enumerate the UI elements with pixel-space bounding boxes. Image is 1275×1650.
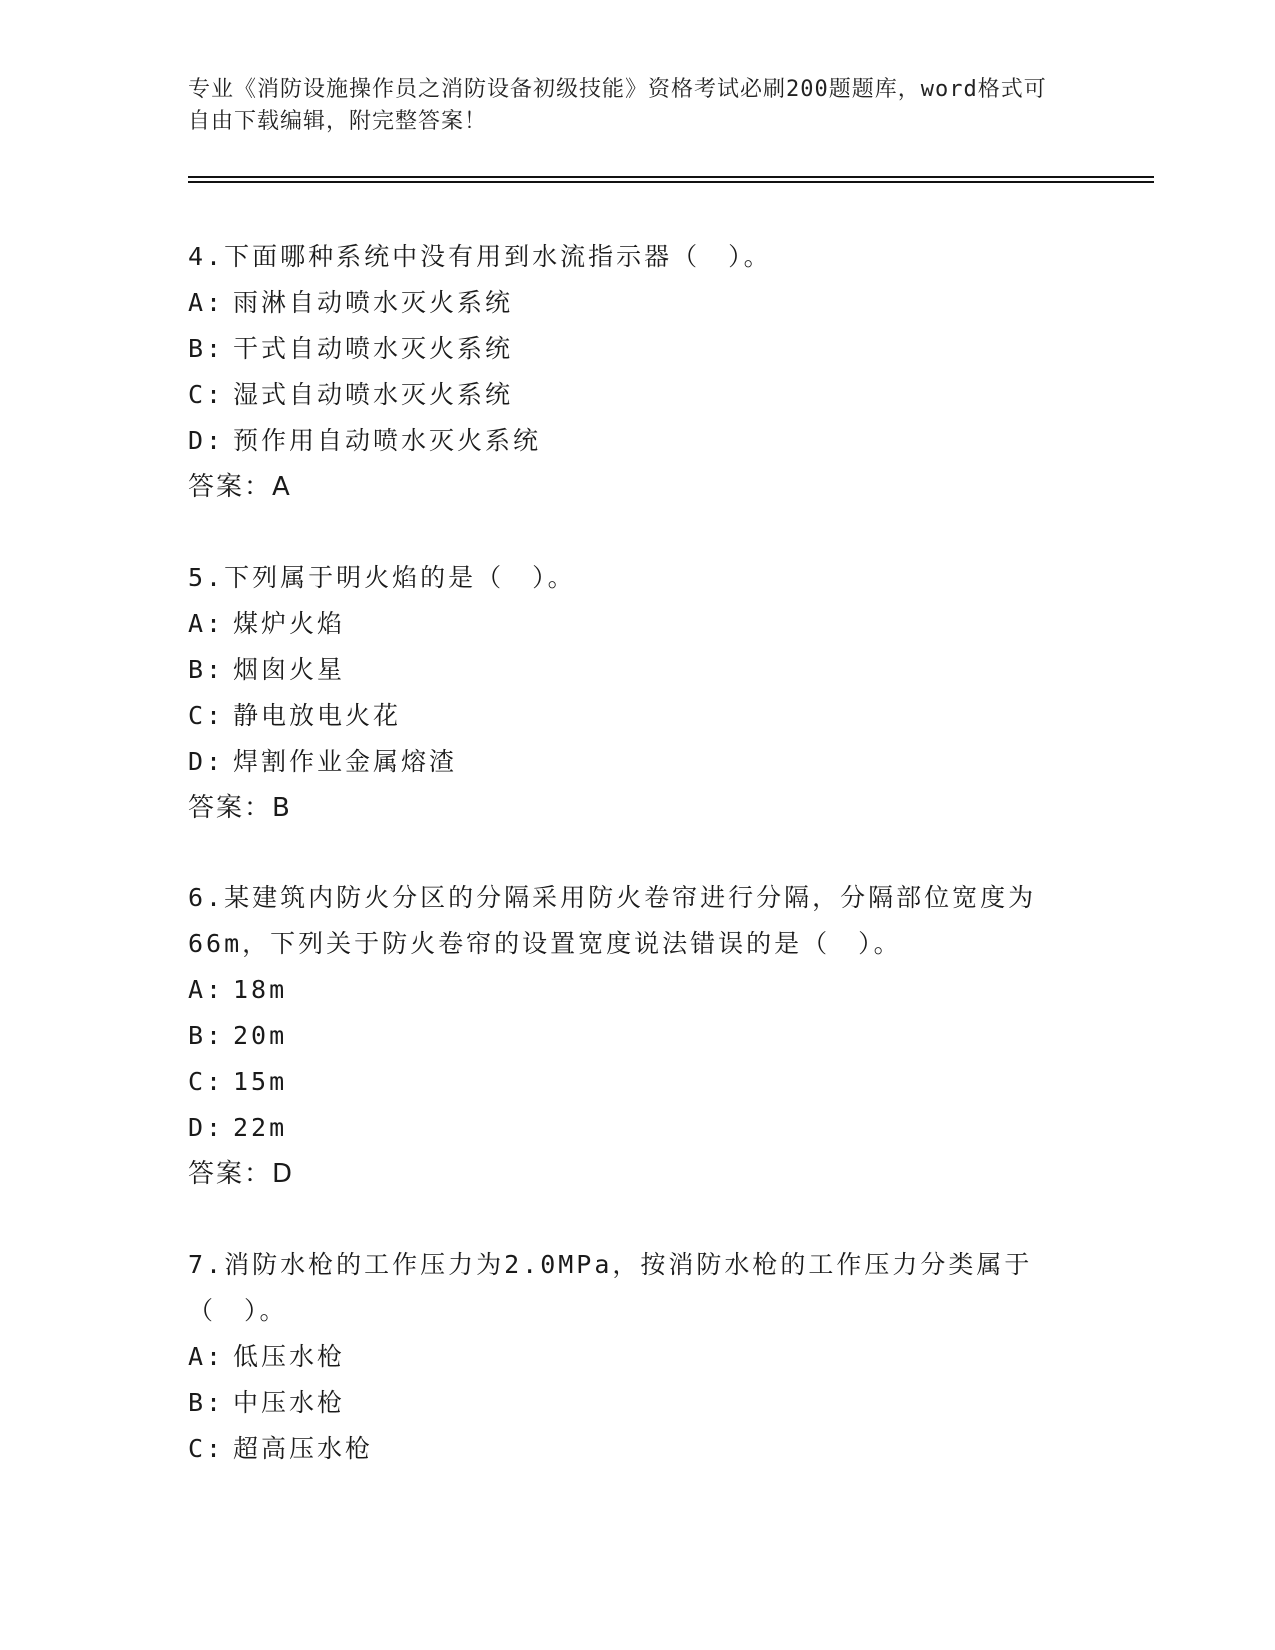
option-text: 雨淋自动喷水灭火系统	[233, 288, 514, 317]
option-text: 预作用自动喷水灭火系统	[233, 426, 542, 455]
answer-line: 答案：D	[188, 1159, 295, 1189]
option-key: B:	[188, 1388, 225, 1417]
option-b	[188, 326, 1088, 372]
option-text: 煤炉火焰	[233, 609, 346, 638]
answer-line: 答案：A	[188, 472, 292, 502]
question-6	[188, 875, 1088, 1197]
option-key: A:	[188, 1342, 225, 1371]
option-a	[188, 1334, 1088, 1380]
option-text: 20m	[233, 1021, 288, 1050]
option-text: 静电放电火花	[233, 701, 402, 730]
option-d	[188, 418, 1088, 464]
document-header: 专业《消防设施操作员之消防设备初级技能》资格考试必刷200题题库，word格式可自由下载编辑，附完整答案！	[188, 77, 1047, 134]
option-key: D:	[188, 747, 225, 776]
question-stem: 4.下面哪种系统中没有用到水流指示器（ ）。	[188, 242, 772, 271]
option-text: 烟囱火星	[233, 655, 346, 684]
option-c	[188, 372, 1088, 418]
option-key: D:	[188, 1113, 225, 1142]
option-key: A:	[188, 288, 225, 317]
option-key: A:	[188, 609, 225, 638]
option-text: 湿式自动喷水灭火系统	[233, 380, 514, 409]
option-b	[188, 1013, 1088, 1059]
option-c	[188, 1059, 1088, 1105]
option-text: 超高压水枪	[233, 1434, 374, 1463]
question-7	[188, 1242, 1088, 1472]
option-key: C:	[188, 380, 225, 409]
question-4	[188, 234, 1088, 510]
option-key: D:	[188, 426, 225, 455]
option-c	[188, 1426, 1088, 1472]
option-text: 18m	[233, 975, 288, 1004]
answer-line: 答案：B	[188, 793, 292, 823]
option-text: 低压水枪	[233, 1342, 346, 1371]
question-stem: 5.下列属于明火焰的是（ ）。	[188, 563, 576, 592]
option-a	[188, 280, 1088, 326]
option-text: 干式自动喷水灭火系统	[233, 334, 514, 363]
question-stem: 7.消防水枪的工作压力为2.0MPa，按消防水枪的工作压力分类属于（ ）。	[188, 1250, 1033, 1325]
option-key: C:	[188, 1434, 225, 1463]
option-key: C:	[188, 1067, 225, 1096]
option-text: 中压水枪	[233, 1388, 346, 1417]
option-key: B:	[188, 334, 225, 363]
option-c	[188, 693, 1088, 739]
option-key: C:	[188, 701, 225, 730]
option-key: B:	[188, 655, 225, 684]
option-text: 22m	[233, 1113, 288, 1142]
option-key: A:	[188, 975, 225, 1004]
option-a	[188, 601, 1088, 647]
option-text: 15m	[233, 1067, 288, 1096]
option-d	[188, 1105, 1088, 1151]
question-stem: 6.某建筑内防火分区的分隔采用防火卷帘进行分隔，分隔部位宽度为66m，下列关于防火卷帘的设置宽度说法错误的是（ ）。	[188, 883, 1037, 958]
header-divider-top	[188, 176, 1154, 178]
option-b	[188, 647, 1088, 693]
option-text: 焊割作业金属熔渣	[233, 747, 458, 776]
option-key: B:	[188, 1021, 225, 1050]
header-divider-bottom	[188, 181, 1154, 183]
question-5	[188, 555, 1088, 831]
option-b	[188, 1380, 1088, 1426]
option-a	[188, 967, 1088, 1013]
option-d	[188, 739, 1088, 785]
